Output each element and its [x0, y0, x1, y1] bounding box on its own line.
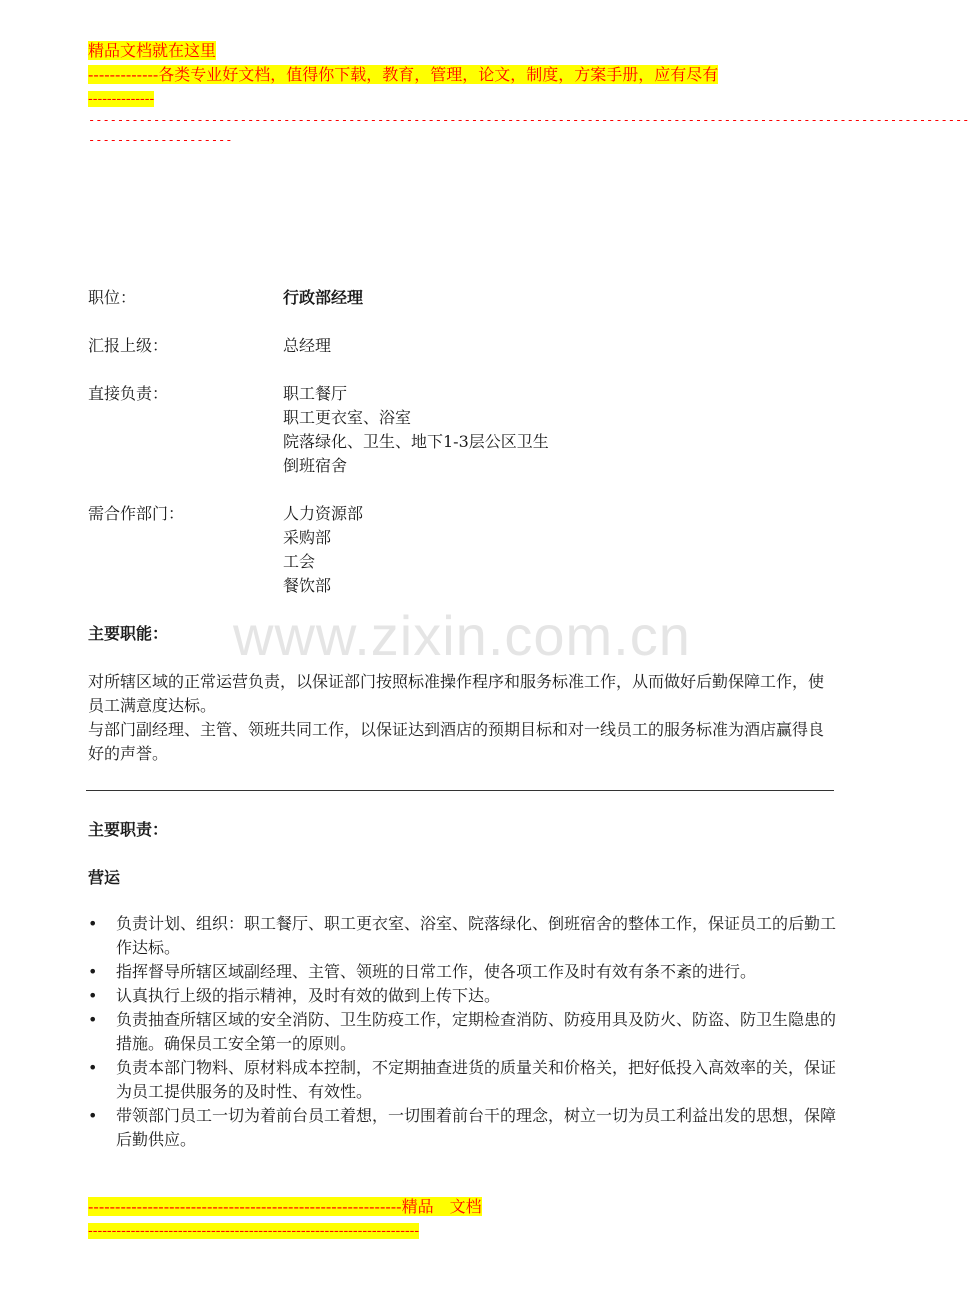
list-item: [88, 1104, 836, 1152]
direct-item: 倒班宿舍: [283, 456, 348, 475]
bullet-icon: •: [88, 986, 98, 1005]
bullet-icon: •: [88, 1058, 98, 1077]
duties-list: [88, 912, 836, 1152]
section-divider: [86, 790, 834, 791]
list-item-text: 指挥督导所辖区域副经理、主管、领班的日常工作，使各项工作及时有效有条不紊的进行。: [116, 962, 757, 981]
duties-heading: 主要职责：: [88, 820, 169, 839]
position-label: 职位：: [88, 288, 137, 307]
header-tagline-text: -------------各类专业好文档，值得你下载，教育，管理，论文，制度，方案手册，应有尽有: [88, 65, 719, 84]
list-item: [88, 1056, 836, 1104]
list-item: [88, 960, 836, 984]
coop-item: 工会: [283, 552, 316, 571]
functions-paragraph: 对所辖区域的正常运营负责，以保证部门按照标准操作程序和服务标准工作，从而做好后勤保障工作，使员工满意度达标。: [88, 672, 825, 715]
functions-heading: 主要职能：: [88, 624, 169, 643]
footer-line-1-text: ----------------------------------------------------------精品 文档: [88, 1197, 482, 1216]
header-tagline-tail-text: --------------: [88, 91, 155, 107]
list-item-text: 负责本部门物料、原材料成本控制，不定期抽查进货的质量关和价格关，把好低投入高效率的关，保证为员工提供服务的及时性、有效性。: [116, 1058, 837, 1101]
coop-item: 采购部: [283, 528, 332, 547]
header-separator-1: --------------------------------------------------------------------------------------------------------------------------: [88, 113, 969, 127]
coop-item: 人力资源部: [283, 504, 364, 523]
watermark: www.zixin.com.cn: [233, 604, 691, 667]
header-tagline-tail: [88, 88, 154, 110]
list-item-text: 带领部门员工一切为着前台员工着想，一切围着前台干的理念，树立一切为员工利益出发的思想，保障后勤供应。: [116, 1106, 837, 1149]
header-tagline: [88, 64, 718, 86]
bullet-icon: •: [88, 1106, 98, 1125]
duties-subheading: 营运: [88, 868, 121, 887]
direct-item: 职工餐厅: [283, 384, 348, 403]
position-value: 行政部经理: [283, 288, 364, 307]
header-title-text: 精品文档就在这里: [88, 41, 217, 60]
report-label: 汇报上级：: [88, 336, 169, 355]
list-item: [88, 1008, 836, 1056]
report-value: 总经理: [283, 336, 332, 355]
footer-line-1: [88, 1196, 482, 1218]
functions-body: [88, 670, 832, 766]
functions-paragraph: 与部门副经理、主管、领班共同工作，以保证达到酒店的预期目标和对一线员工的服务标准为酒店赢得良好的声誉。: [88, 720, 825, 763]
coop-list: [283, 502, 363, 598]
list-item-text: 认真执行上级的指示精神，及时有效的做到上传下达。: [116, 986, 501, 1005]
bullet-icon: •: [88, 962, 98, 981]
coop-item: 餐饮部: [283, 576, 332, 595]
list-item-text: 负责抽查所辖区域的安全消防、卫生防疫工作，定期检查消防、防疫用具及防火、防盗、防卫生隐患的措施。确保员工安全第一的原则。: [116, 1010, 837, 1053]
footer-line-2: [88, 1220, 419, 1242]
direct-item: 职工更衣室、浴室: [283, 408, 412, 427]
bullet-icon: •: [88, 1010, 98, 1029]
header-title: [88, 40, 216, 62]
direct-label: 直接负责：: [88, 384, 169, 403]
footer-line-2-text: ----------------------------------------------------------------------: [88, 1223, 420, 1239]
header-separator-2: --------------------: [88, 133, 233, 147]
bullet-icon: •: [88, 914, 98, 933]
direct-item: 院落绿化、卫生、地下1-3层公区卫生: [283, 432, 549, 451]
direct-list: [283, 382, 549, 478]
list-item: [88, 984, 836, 1008]
list-item: [88, 912, 836, 960]
coop-label: 需合作部门：: [88, 504, 185, 523]
list-item-text: 负责计划、组织：职工餐厅、职工更衣室、浴室、院落绿化、倒班宿舍的整体工作，保证员工的后勤工作达标。: [116, 914, 837, 957]
